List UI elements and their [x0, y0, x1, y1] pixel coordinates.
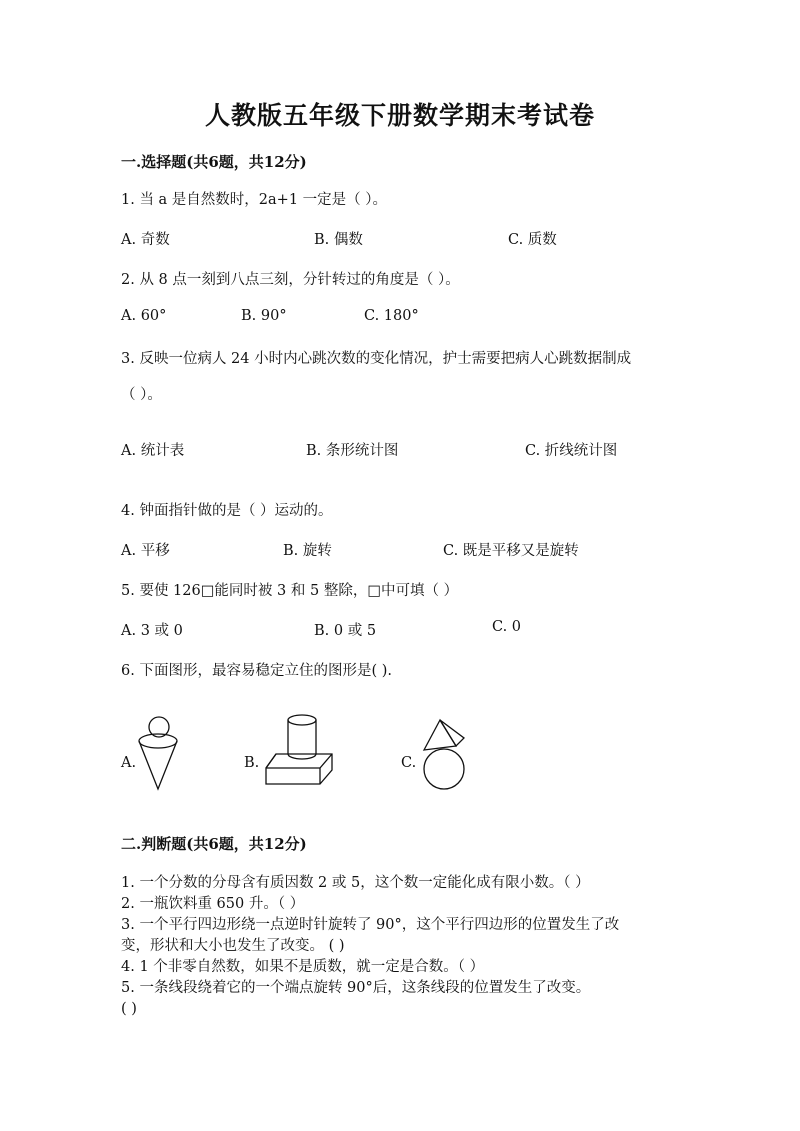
q5-option-b: B. 0 或 5 [314, 623, 377, 639]
question-3-continued: （ ）。 [121, 387, 162, 403]
judgment-line-3-continued: 变，形状和大小也发生了改变。 ( ) [121, 938, 345, 954]
section-heading-judgment: 二.判断题(共6题，共12分) [121, 835, 307, 853]
q4-option-b: B. 旋转 [283, 543, 332, 559]
q2-option-c: C. 180° [364, 308, 419, 324]
question-1: 1. 当 a 是自然数时，2a+1 一定是（ ）。 [121, 192, 388, 208]
question-4: 4. 钟面指针做的是（ ）运动的。 [121, 503, 333, 519]
q1-option-a: A. 奇数 [121, 232, 170, 248]
q1-option-c: C. 质数 [508, 232, 557, 248]
q5-option-a: A. 3 或 0 [121, 623, 183, 639]
figure-cone-with-sphere [135, 712, 185, 792]
q3-option-b: B. 条形统计图 [306, 443, 399, 459]
page-title: 人教版五年级下册数学期末考试卷 [204, 101, 595, 130]
question-6: 6. 下面图形，最容易稳定立住的图形是( ). [121, 663, 392, 679]
judgment-line-5: 5. 一条线段绕着它的一个端点旋转 90°后，这条线段的位置发生了改变。 [121, 980, 591, 996]
judgment-line-1: 1. 一个分数的分母含有质因数 2 或 5，这个数一定能化成有限小数。（ ） [121, 875, 590, 891]
judgment-line-2: 2. 一瓶饮料重 650 升。（ ） [121, 896, 305, 912]
section-heading-choice: 一.选择题(共6题，共12分) [121, 153, 307, 171]
q6-option-a: A. [121, 755, 137, 771]
q4-option-a: A. 平移 [121, 543, 170, 559]
judgment-line-3: 3. 一个平行四边形绕一点逆时针旋转了 90°，这个平行四边形的位置发生了改 [121, 917, 620, 933]
q2-option-a: A. 60° [121, 308, 167, 324]
q3-option-a: A. 统计表 [121, 443, 185, 459]
q5-option-c: C. 0 [492, 619, 522, 635]
q4-option-c: C. 既是平移又是旋转 [443, 543, 579, 559]
question-2: 2. 从 8 点一刻到八点三刻，分针转过的角度是（ ）。 [121, 272, 460, 288]
question-5: 5. 要使 126□能同时被 3 和 5 整除，□中可填（ ） [121, 583, 459, 599]
judgment-line-5-continued: ( ) [121, 1001, 137, 1017]
q2-option-b: B. 90° [241, 308, 287, 324]
q1-option-b: B. 偶数 [314, 232, 363, 248]
judgment-line-4: 4. 1 个非零自然数，如果不是质数，就一定是合数。（ ） [121, 959, 485, 975]
q3-option-c: C. 折线统计图 [525, 443, 618, 459]
figure-triangle-on-circle [418, 712, 474, 792]
question-3: 3. 反映一位病人 24 小时内心跳次数的变化情况，护士需要把病人心跳数据制成 [121, 351, 632, 367]
q6-option-c: C. [401, 755, 417, 771]
figure-cylinder-on-box [262, 712, 338, 792]
q6-option-b: B. [244, 755, 260, 771]
